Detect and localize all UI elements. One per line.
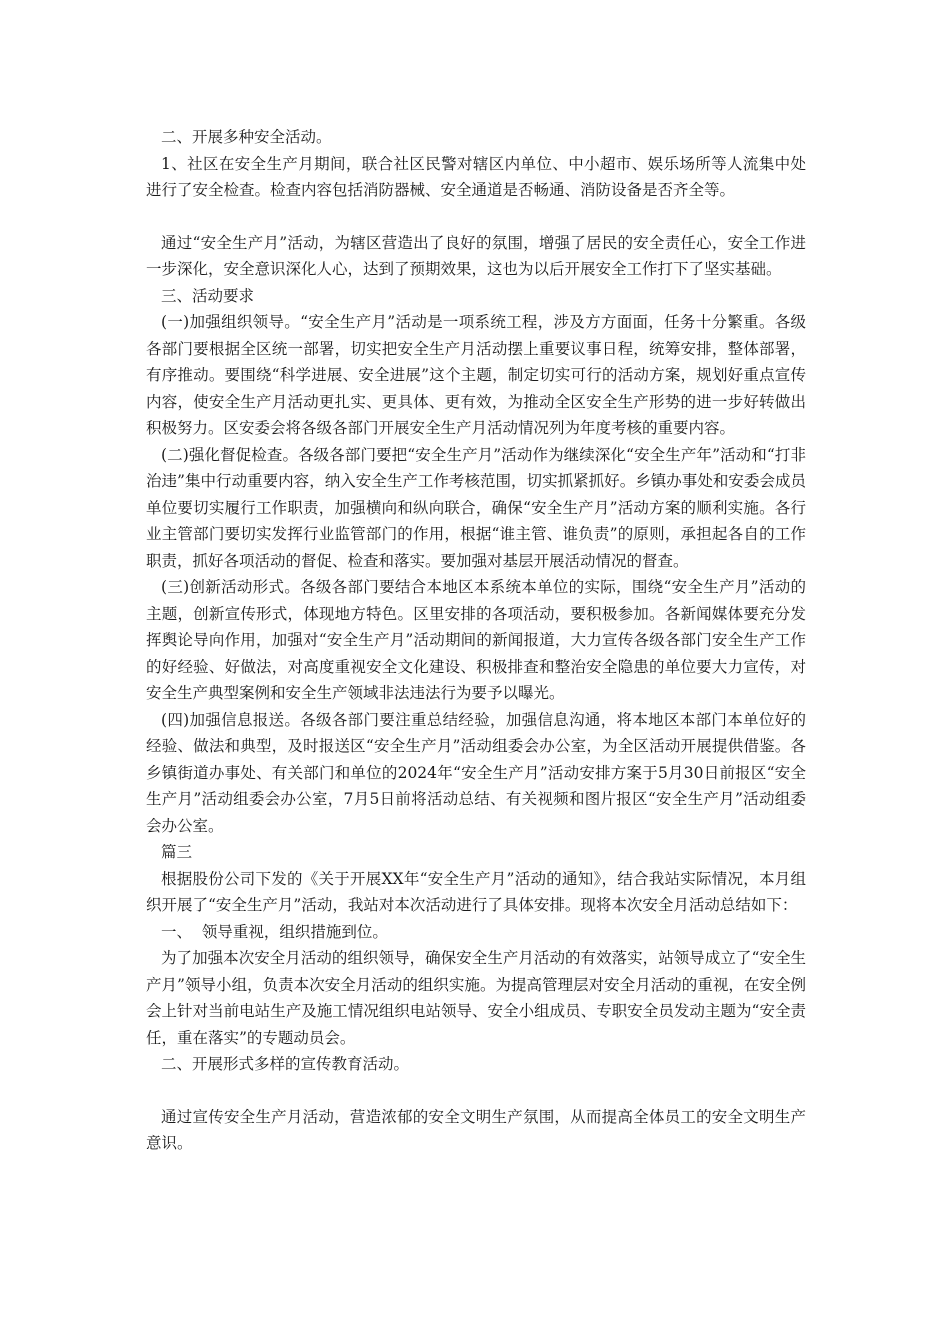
body-paragraph: (二)强化督促检查。各级各部门要把“安全生产月”活动作为继续深化“安全生产年”活动和“打非治违”集中行动重要内容，纳入安全生产工作考核范围，切实抓紧抓好。乡镇办事处和安委会成员单位要切实履行工作职责，加强横向和纵向联合，确保“安全生产月”活动方案的顺利实施。各行业主管部门要切实发挥行业监管部门的作用，根据“谁主管、谁负责”的原则，承担起各自的工作职责，抓好各项活动的督促、检查和落实。要加强对基层开展活动情况的督查。 [146, 445, 806, 570]
body-paragraph: (三)创新活动形式。各级各部门要结合本地区本系统本单位的实际，围绕“安全生产月”活动的主题，创新宣传形式，体现地方特色。区里安排的各项活动，要积极参加。各新闻媒体要充分发挥舆论导向作用，加强对“安全生产月”活动期间的新闻报道，大力宣传各级各部门安全生产工作的好经验、好做法，对高度重视安全文化建设、积极排查和整治安全隐患的单位要大力宣传，对安全生产典型案例和安全生产领域非法违法行为要予以曝光。 [146, 578, 806, 702]
part-heading: 篇三 [161, 843, 193, 861]
body-paragraph: 通过“安全生产月”活动，为辖区营造出了良好的氛围，增强了居民的安全责任心，安全工作进一步深化，安全意识深化人心，达到了预期效果，这也为以后开展安全工作打下了坚实基础。 [146, 233, 806, 278]
section-heading-activities: 二、开展多种安全活动。 [161, 128, 332, 146]
body-paragraph: 根据股份公司下发的《关于开展XX年“安全生产月”活动的通知》，结合我站实际情况，本月组织开展了“安全生产月”活动，我站对本次活动进行了具体安排。现将本次安全月活动总结如下： [146, 869, 806, 914]
body-paragraph: (一)加强组织领导。“安全生产月”活动是一项系统工程，涉及方方面面，任务十分繁重。各级各部门要根据全区统一部署，切实把安全生产月活动摆上重要议事日程，统筹安排，整体部署，有序推动。要围绕“科学进展、安全进展”这个主题，制定切实可行的活动方案，规划好重点宣传内容，使安全生产月活动更扎实、更具体、更有效，为推动全区安全生产形势的进一步好转做出积极努力。区安委会将各级各部门开展安全生产月活动情况列为年度考核的重要内容。 [146, 313, 806, 437]
body-paragraph: 为了加强本次安全月活动的组织领导，确保安全生产月活动的有效落实，站领导成立了“安全生产月”领导小组，负责本次安全月活动的组织实施。为提高管理层对安全月活动的重视，在安全例会上针对当前电站生产及施工情况组织电站领导、安全小组成员、专职安全员发动主题为“安全责任，重在落实”的专题动员会。 [146, 949, 806, 1047]
section-heading-requirements: 三、活动要求 [161, 286, 255, 305]
section-heading-leadership: 一、 领导重视，组织措施到位。 [161, 922, 388, 941]
body-paragraph: 1、社区在安全生产月期间，联合社区民警对辖区内单位、中小超市、娱乐场所等人流集中处进行了安全检查。检查内容包括消防器械、安全通道是否畅通、消防设备是否齐全等。 [146, 154, 806, 199]
section-heading-education: 二、开展形式多样的宣传教育活动。 [161, 1055, 410, 1073]
body-paragraph: 通过宣传安全生产月活动，营造浓郁的安全文明生产氛围，从而提高全体员工的安全文明生产意识。 [146, 1107, 806, 1152]
body-paragraph: (四)加强信息报送。各级各部门要注重总结经验，加强信息沟通，将本地区本部门本单位好的经验、做法和典型，及时报送区“安全生产月”活动组委会办公室，为全区活动开展提供借鉴。各乡镇街道办事处、有关部门和单位的2024年“安全生产月”活动安排方案于5月30日前报区“安全生产月”活动组委会办公室，7月5日前将活动总结、有关视频和图片报区“安全生产月”活动组委会办公室。 [146, 710, 806, 835]
document-body [146, 124, 806, 1157]
